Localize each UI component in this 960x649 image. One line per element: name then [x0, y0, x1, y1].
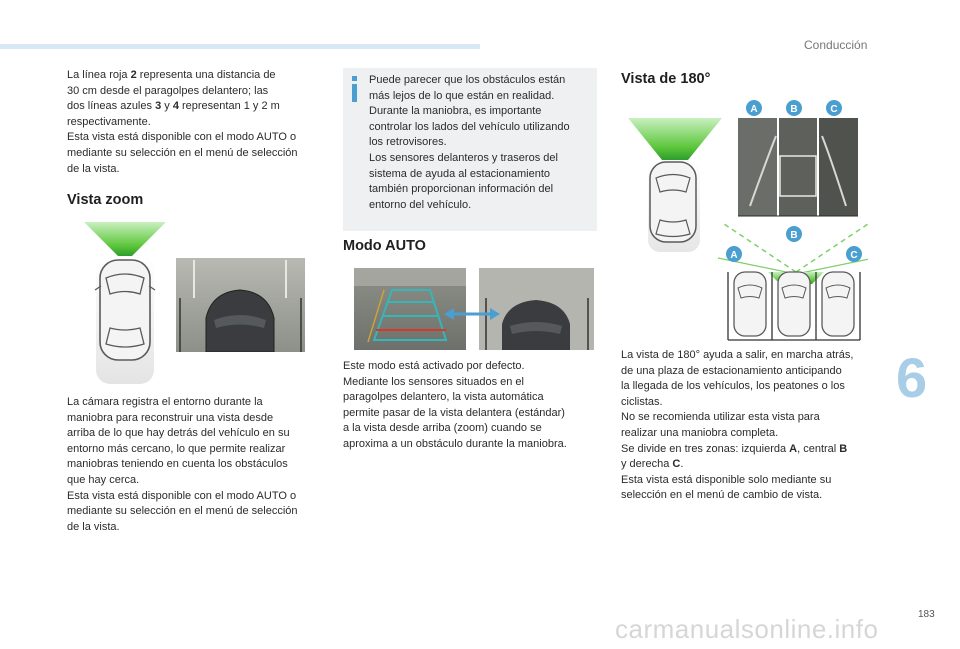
text-line: maniobras teniendo en cuenta los obstáculos: [67, 458, 288, 471]
text-line: los retrovisores.: [369, 136, 447, 149]
text-line: [67, 85, 268, 97]
text-segment: 30 cm desde el paragolpes delantero; las: [67, 84, 269, 97]
text-segment: y derecha: [621, 458, 673, 471]
header-bar: [0, 44, 480, 49]
bold-reference: 3: [155, 100, 162, 113]
text-segment: respectivamente.: [67, 115, 151, 128]
text-line: [621, 365, 842, 377]
text-line: paragolpes delantero, la vista automática: [343, 391, 544, 404]
auto-mode-paragraph: [343, 359, 599, 453]
text-segment: .: [680, 458, 684, 471]
zone-label-c-bottom: C: [850, 250, 858, 261]
zoom-view-paragraph: [67, 395, 329, 535]
text-line: Puede parecer que los obstáculos están: [369, 74, 566, 86]
text-line: [67, 116, 151, 128]
text-line: [621, 458, 683, 470]
text-line: [621, 411, 820, 423]
text-line: Esta vista está disponible con el modo AUTO o: [67, 489, 297, 502]
text-line: más lejos de lo que están en realidad.: [369, 89, 555, 102]
text-line: Mediante los sensores situados en el: [343, 375, 524, 388]
text-line: [67, 163, 120, 175]
zone-label-b-bottom: B: [790, 230, 798, 241]
text-line: [67, 147, 298, 159]
bold-reference: 4: [172, 100, 179, 113]
view-180-paragraph: [621, 348, 883, 504]
text-segment: realizar una maniobra completa.: [621, 426, 779, 439]
text-line: La cámara registra el entorno durante la: [67, 396, 263, 408]
text-segment: Se divide en tres zonas: izquierda: [621, 442, 790, 455]
text-line: [621, 443, 847, 455]
text-line: [621, 380, 845, 392]
page-number: 183: [918, 609, 935, 620]
text-line: [67, 100, 280, 112]
text-line: controlar los lados del vehículo utilizando: [369, 120, 570, 133]
zone-label-a-bottom: A: [730, 250, 738, 261]
bold-reference: B: [839, 442, 848, 455]
text-line: Este modo está activado por defecto.: [343, 360, 525, 372]
text-line: arriba de lo que hay detrás del vehículo en su: [67, 427, 290, 440]
text-line: Los sensores delanteros y traseros del: [369, 151, 558, 164]
text-segment: selección en el menú de cambio de vista.: [621, 489, 823, 502]
zone-label-b-top: B: [790, 104, 798, 115]
text-line: [67, 131, 296, 143]
text-line: [621, 427, 778, 439]
section-title: Conducción: [804, 38, 868, 52]
zoom-view-heading: Vista zoom: [67, 192, 144, 208]
text-line: [621, 396, 663, 408]
info-icon: [349, 76, 361, 102]
text-segment: la llegada de los vehículos, los peatones o los: [621, 380, 845, 393]
text-segment: ciclistas.: [621, 395, 663, 408]
text-segment: Esta vista está disponible con el modo AUTO o: [67, 131, 297, 144]
zone-label-c-top: C: [830, 104, 838, 115]
text-line: de la vista.: [67, 520, 120, 533]
text-segment: Esta vista está disponible solo mediante su: [621, 473, 832, 486]
text-segment: de la vista.: [67, 162, 120, 175]
text-segment: dos líneas azules: [67, 100, 156, 113]
auto-mode-heading: Modo AUTO: [343, 238, 426, 254]
text-line: sistema de ayuda al estacionamiento: [369, 167, 550, 180]
text-line: entorno más cercano, lo que permite realizar: [67, 442, 286, 455]
text-line: maniobra para reconstruir una vista desde: [67, 411, 274, 424]
text-line: aproxima a un obstáculo durante la maniobra.: [343, 437, 567, 450]
text-segment: y: [161, 100, 173, 113]
text-line: también proporcionan información del: [369, 183, 554, 196]
text-segment: La línea roja: [67, 69, 131, 81]
auto-mode-illustration: [354, 268, 594, 350]
text-line: que hay cerca.: [67, 473, 140, 486]
text-line: a la vista desde arriba (zoom) cuando se: [343, 422, 542, 435]
text-segment: , central: [797, 442, 840, 455]
view-180-heading: Vista de 180°: [621, 71, 711, 87]
text-line: [67, 69, 276, 81]
watermark: carmanualsonline.info: [615, 614, 879, 644]
intro-paragraph: [67, 68, 329, 177]
text-line: Durante la maniobra, es importante: [369, 105, 542, 118]
text-line: [621, 349, 853, 361]
zone-label-a-top: A: [750, 104, 758, 115]
text-segment: de una plaza de estacionamiento anticipando: [621, 364, 842, 377]
text-line: [621, 474, 831, 486]
text-segment: No se recomienda utilizar esta vista para: [621, 411, 820, 424]
text-segment: mediante su selección en el menú de selección: [67, 146, 298, 159]
bold-reference: C: [672, 458, 681, 471]
bold-reference: A: [789, 442, 798, 455]
text-segment: representan 1 y 2 m: [178, 100, 280, 113]
bold-reference: 2: [130, 69, 137, 81]
text-line: permite pasar de la vista delantera (estándar): [343, 406, 565, 419]
zoom-car-illustration: [80, 220, 170, 390]
zoom-camera-screen: [176, 258, 305, 352]
text-segment: La vista de 180° ayuda a salir, en marcha atrás,: [621, 349, 854, 361]
text-line: mediante su selección en el menú de selección: [67, 505, 298, 518]
chapter-number: 6: [896, 346, 928, 409]
view-180-illustration: [618, 96, 868, 341]
text-segment: representa una distancia de: [136, 69, 276, 81]
text-line: [621, 489, 822, 501]
text-line: entorno del vehículo.: [369, 198, 472, 211]
info-note-box: [343, 68, 597, 231]
